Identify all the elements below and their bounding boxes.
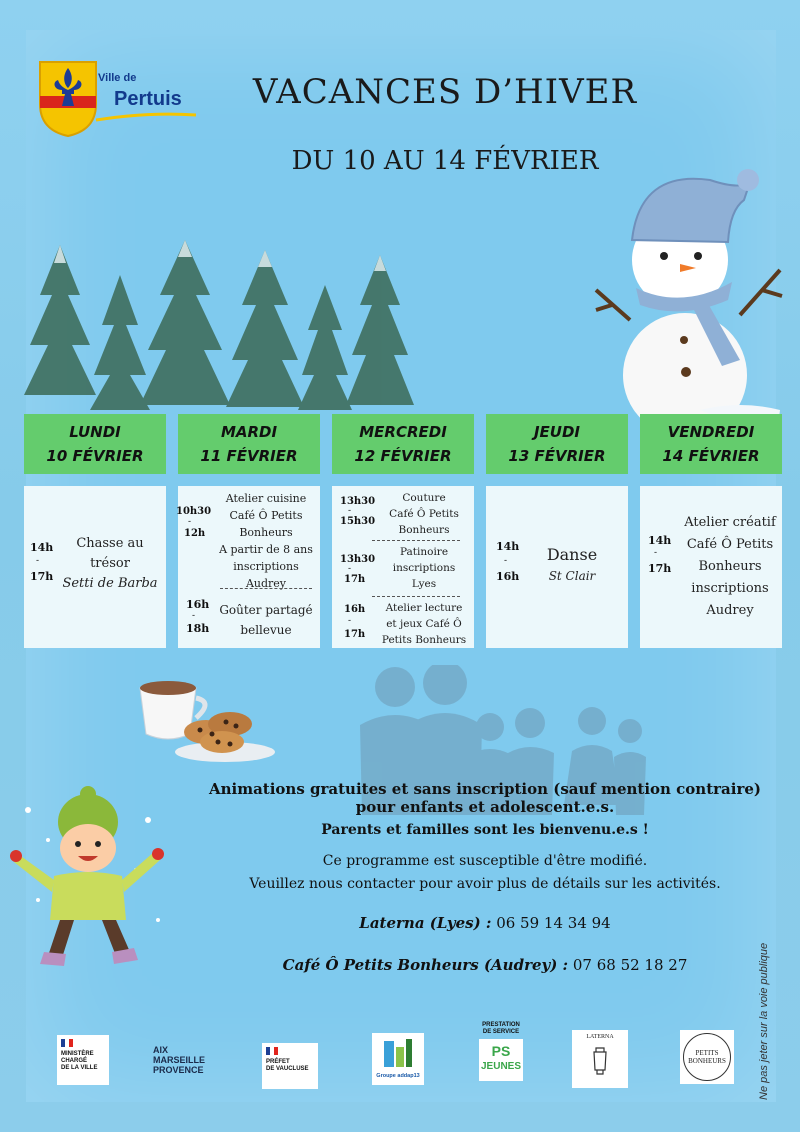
- hot-chocolate-cookies-illustration: [130, 672, 280, 772]
- contact-phone: 07 68 52 18 27: [568, 956, 688, 974]
- lantern-icon: [592, 1044, 608, 1076]
- activity-block: [378, 544, 470, 592]
- day-date: 11 FÉVRIER: [200, 447, 298, 465]
- pine-trees-illustration: [20, 235, 440, 415]
- activity-line: Audrey: [706, 603, 754, 618]
- end-time: 17h: [344, 629, 366, 640]
- start-time: 10h30: [176, 506, 212, 517]
- logo-swoosh: [96, 112, 196, 122]
- end-time: 16h: [496, 570, 520, 583]
- contact-name: Café Ô Petits Bonheurs (Audrey) :: [282, 956, 569, 974]
- ps-jeunes-badge: [479, 1039, 523, 1081]
- activity-line: Lyes: [411, 578, 437, 590]
- ps-top-text: [476, 1022, 526, 1036]
- day-date: 10 FÉVRIER: [46, 447, 144, 465]
- page-title: VACANCES D’HIVER: [252, 72, 638, 112]
- time-dash: -: [36, 556, 40, 566]
- date-range: DU 10 AU 14 FÉVRIER: [291, 146, 599, 176]
- activity-line: Chasse au: [76, 536, 144, 551]
- activity-block: [58, 534, 162, 594]
- day-cell-lundi: [24, 486, 166, 648]
- activity-block: [212, 490, 320, 592]
- end-time: 17h: [344, 574, 366, 585]
- activity-line: Café Ô Petits: [686, 537, 774, 552]
- logo-line: MARSEILLE: [153, 1055, 206, 1065]
- activity-line: A partir de 8 ans: [219, 543, 313, 556]
- ville-de-pertuis-logo: [38, 58, 198, 140]
- activity-line: bellevue: [240, 623, 292, 637]
- activity-line: Atelier cuisine: [225, 492, 307, 505]
- pertuis-shield-icon: [38, 58, 98, 138]
- info-free-activities: Animations gratuites et sans inscription (sauf mention contraire): [208, 780, 762, 798]
- activity-line: inscriptions: [691, 581, 769, 596]
- activity-line: Café Ô Petits: [389, 508, 459, 520]
- day-name: VENDREDI: [667, 423, 755, 441]
- day-header-mercredi: [332, 414, 474, 474]
- start-time: 14h: [648, 534, 672, 547]
- child-in-snow-illustration: [8, 780, 168, 970]
- activity-line: Atelier créatif: [684, 515, 776, 530]
- start-time: 16h: [344, 604, 366, 615]
- info-children-teens: pour enfants et adolescent.e.s.: [355, 798, 615, 816]
- info-families-welcome: Parents et familles sont les bienvenu.e.s !: [321, 822, 649, 838]
- contact-cafe-petits-bonheurs: [180, 956, 790, 974]
- time-dash: -: [348, 564, 352, 574]
- activity-line: Couture: [402, 492, 446, 504]
- activity-block: [678, 512, 782, 622]
- day-name: JEUDI: [533, 423, 581, 441]
- ministere-text: [61, 1051, 97, 1072]
- time-dash: -: [192, 611, 196, 621]
- start-time: 13h30: [340, 496, 376, 507]
- start-time: 14h: [496, 540, 520, 553]
- activity-separator: [372, 596, 460, 597]
- activity-place: Setti de Barba: [62, 576, 158, 591]
- end-time: 17h: [30, 570, 54, 583]
- activity-separator: [372, 540, 460, 541]
- prefet-vaucluse-logo: [262, 1043, 318, 1089]
- start-time: 13h30: [340, 554, 376, 565]
- day-cell-mercredi: [332, 486, 474, 648]
- activity-line: Bonheurs: [239, 526, 293, 539]
- logo-pertuis-text: Pertuis: [114, 88, 182, 110]
- day-name: MERCREDI: [359, 423, 447, 441]
- day-header-mardi: [178, 414, 320, 474]
- activity-line: Bonheurs: [698, 559, 762, 574]
- day-name: LUNDI: [69, 423, 121, 441]
- addap13-logo: [372, 1033, 424, 1085]
- logo-line: DE SERVICE: [482, 1029, 520, 1035]
- day-header-vendredi: [640, 414, 782, 474]
- day-header-jeudi: [486, 414, 628, 474]
- laterna-logo: [572, 1030, 628, 1088]
- logo-line: JEUNES: [480, 1061, 521, 1072]
- addap13-icon: [382, 1037, 414, 1071]
- laterna-text: LATERNA: [586, 1034, 614, 1040]
- amp-text: [153, 1045, 205, 1075]
- time-dash: -: [348, 616, 352, 626]
- side-note: Ne pas jeter sur la voie publique: [758, 942, 770, 1100]
- activity-line: trésor: [90, 556, 130, 571]
- activity-separator: [220, 588, 312, 589]
- french-flag-icon: [266, 1047, 278, 1055]
- end-time: 18h: [186, 622, 210, 635]
- time-dash: -: [348, 506, 352, 516]
- activity-line: Petits Bonheurs: [381, 634, 467, 646]
- end-time: 12h: [184, 528, 206, 539]
- logo-line: AIX: [153, 1045, 169, 1055]
- contact-name: Laterna (Lyes) :: [359, 914, 492, 932]
- start-time: 16h: [186, 598, 210, 611]
- logo-ville-text: Ville de: [98, 72, 137, 84]
- activity-place: St Clair: [548, 569, 596, 583]
- time-dash: -: [504, 556, 508, 566]
- addap13-text: Groupe addap13: [376, 1073, 420, 1079]
- prefet-text: [266, 1059, 309, 1073]
- activity-block: [212, 600, 320, 640]
- info-program-modifiable: Ce programme est susceptible d'être modifié.: [322, 853, 648, 869]
- day-cell-mardi: [178, 486, 320, 648]
- day-header-lundi: [24, 414, 166, 474]
- activity-line: Goûter partagé: [219, 603, 313, 617]
- logo-line: PS: [491, 1043, 511, 1059]
- logo-line: PRÉFET: [266, 1059, 290, 1065]
- day-cell-vendredi: [640, 486, 782, 648]
- logo-line: CHARGÉ: [61, 1058, 88, 1064]
- aix-marseille-provence-logo: [145, 1035, 219, 1085]
- french-flag-icon: [61, 1039, 73, 1047]
- end-time: 17h: [648, 562, 672, 575]
- logo-line: PRESTATION: [482, 1022, 520, 1028]
- contact-laterna: [180, 914, 790, 932]
- time-dash: -: [654, 548, 658, 558]
- contact-phone: 06 59 14 34 94: [491, 914, 611, 932]
- start-time: 14h: [30, 541, 54, 554]
- ministere-ville-logo: [57, 1035, 109, 1085]
- activity-line: Atelier lecture: [385, 602, 463, 614]
- ps-jeunes-logo: [476, 1022, 526, 1092]
- activity-line: Patinoire: [399, 546, 449, 558]
- logo-line: DE LA VILLE: [61, 1065, 98, 1071]
- info-contact-us: Veuillez nous contacter pour avoir plus de détails sur les activités.: [249, 876, 721, 892]
- petits-bonheurs-logo: [680, 1030, 734, 1084]
- logo-line: DE VAUCLUSE: [266, 1066, 309, 1072]
- day-date: 14 FÉVRIER: [662, 447, 760, 465]
- activity-line: inscriptions: [392, 562, 456, 574]
- activity-line: inscriptions Audrey: [233, 560, 299, 590]
- day-date: 12 FÉVRIER: [354, 447, 452, 465]
- activity-line: et jeux Café Ô: [386, 618, 462, 630]
- activity-block: [378, 490, 470, 538]
- activity-line: Café Ô Petits: [229, 509, 303, 522]
- activity-block: [526, 544, 618, 586]
- activity-line: Bonheurs: [398, 524, 450, 536]
- petits-bonheurs-text: PETITS BONHEURS: [683, 1033, 731, 1081]
- day-name: MARDI: [220, 423, 278, 441]
- time-dash: -: [188, 517, 192, 527]
- logo-line: MINISTÈRE: [61, 1051, 94, 1057]
- end-time: 15h30: [340, 516, 376, 527]
- day-date: 13 FÉVRIER: [508, 447, 606, 465]
- day-cell-jeudi: [486, 486, 628, 648]
- activity-line: Danse: [546, 545, 598, 564]
- activity-block: [378, 600, 470, 648]
- logo-line: PROVENCE: [153, 1065, 204, 1075]
